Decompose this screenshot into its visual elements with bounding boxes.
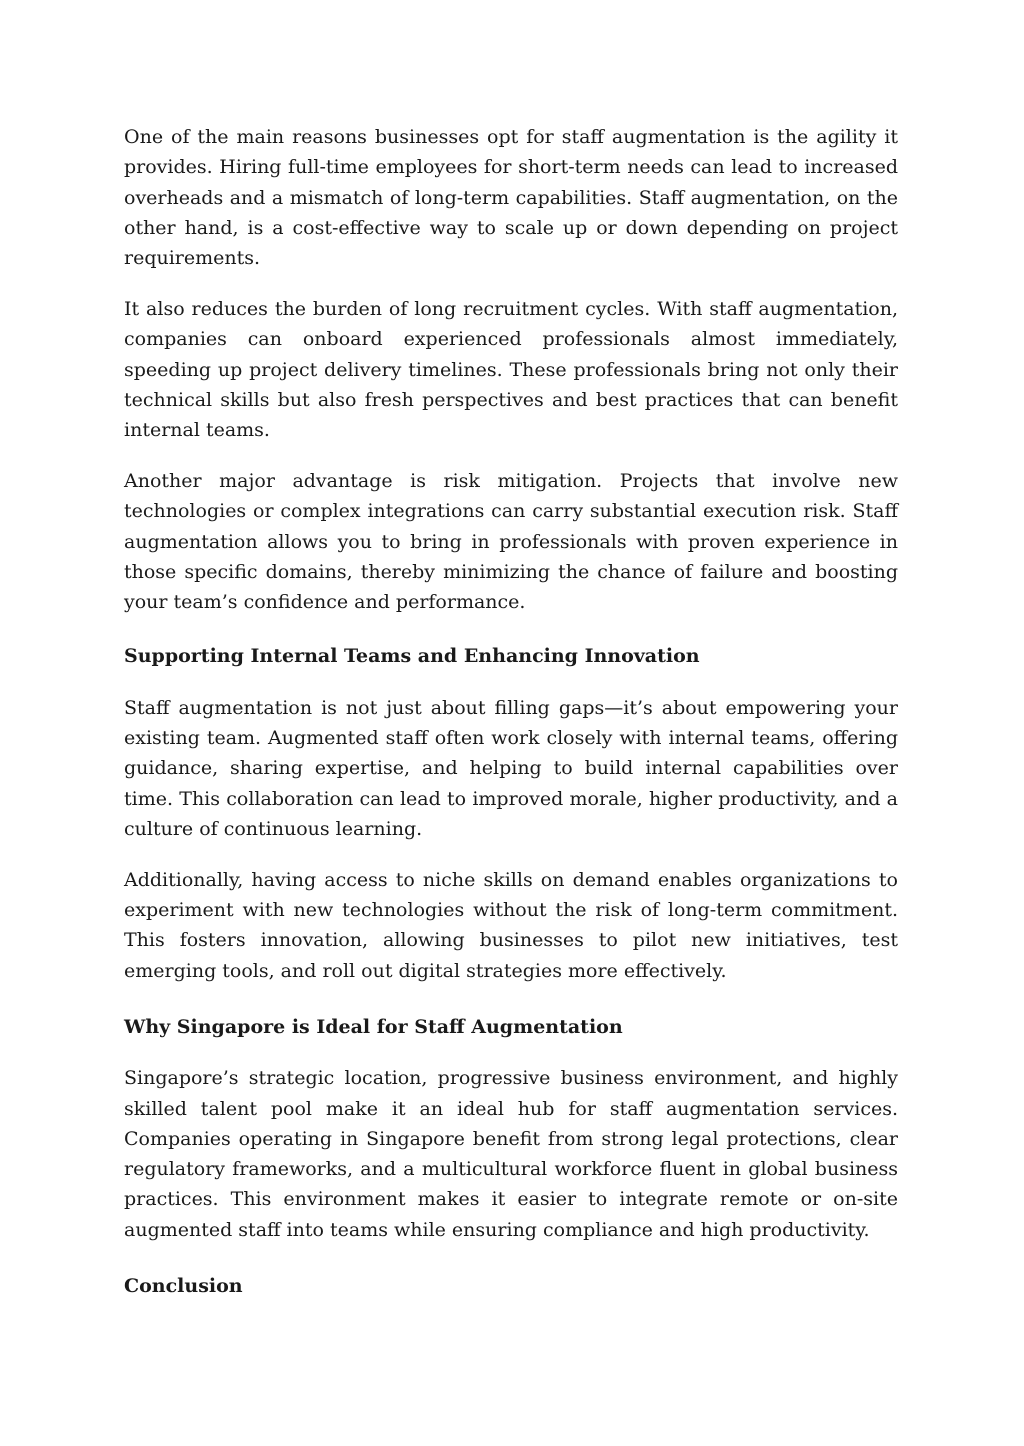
section-heading-singapore: Why Singapore is Ideal for Staff Augmentation [124, 1015, 623, 1038]
section-heading-conclusion: Conclusion [124, 1275, 243, 1297]
paragraph-singapore: Singapore’s strategic location, progressive business environment, and highly skilled talent pool make it an ideal hub for staff augmentation services. Companies operating in Singapore benefit from strong legal protections, clear regulatory frameworks, and a multicultural workforce fluent in global business practices. This environment makes it easier to integrate remote or on-site augmented staff into teams while ensuring compliance and high productivity. [124, 1067, 898, 1241]
paragraph-risk-mitigation: Another major advantage is risk mitigation. Projects that involve new technologies or complex integrations can carry substantial execution risk. Staff augmentation allows you to bring in professionals with proven experience in those specific domains, thereby minimizing the chance of failure and boosting your team’s confidence and performance. [124, 469, 898, 614]
paragraph-niche-skills: Additionally, having access to niche skills on demand enables organizations to experiment with new technologies without the risk of long-term commitment. This fosters innovation, allowing businesses to pilot new initiatives, test emerging tools, and roll out digital strategies more effectively. [124, 868, 898, 982]
section-heading-internal-teams: Supporting Internal Teams and Enhancing Innovation [124, 645, 700, 668]
paragraph-recruitment: It also reduces the burden of long recruitment cycles. With staff augmentation, companies can onboard experienced professionals almost immediately, speeding up project delivery timelines. These professionals bring not only their technical skills but also fresh perspectives and best practices that can benefit internal teams. [124, 297, 898, 442]
paragraph-empowering-team: Staff augmentation is not just about filling gaps—it’s about empowering your existing team. Augmented staff often work closely with internal teams, offering guidance, sharing expertise, and helping to build internal capabilities over time. This collaboration can lead to improved morale, higher productivity, and a culture of continuous learning. [124, 696, 898, 840]
paragraph-agility: One of the main reasons businesses opt for staff augmentation is the agility it provides. Hiring full-time employees for short-term needs can lead to increased overheads and a mismatch of long-term capabilities. Staff augmentation, on the other hand, is a cost-effective way to scale up or down depending on project requirements. [124, 126, 898, 270]
document-page [124, 122, 898, 1322]
